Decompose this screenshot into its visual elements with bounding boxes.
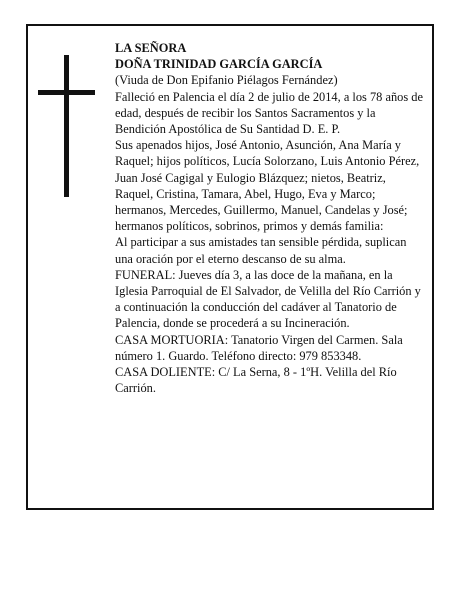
- title-line-1: LA SEÑORA: [115, 41, 187, 55]
- mortuary-info: CASA MORTUORIA: Tanatorio Virgen del Carmen. Sala número 1. Guardo. Teléfono directo: 979 853348.: [115, 332, 403, 363]
- cross-icon: [64, 55, 69, 197]
- family-list: Sus apenados hijos, José Antonio, Asunción, Ana María y Raquel; hijos políticos, Lucía Solorzano, Luis Antonio Pérez, Juan José Cagigal y Eulogio Blázquez; nietos, Beatriz, Raquel, Cristina, Tamara, Abel, Hugo, Eva y Marco; hermanos, Mercedes, Guillermo, Manuel, Candelas y José; hermanos políticos, sobrinos, primos y demás familia:: [115, 138, 420, 234]
- widow-note: (Viuda de Don Epifanio Piélagos Fernández): [115, 73, 338, 88]
- obituary-text: [115, 40, 423, 396]
- prayer-request: Al participar a sus amistades tan sensible pérdida, suplican una oración por el eterno descanso de su alma.: [115, 235, 407, 266]
- deceased-name: DOÑA TRINIDAD GARCÍA GARCÍA: [115, 57, 323, 72]
- cross-icon-bar: [38, 90, 95, 95]
- family-home-info: CASA DOLIENTE: C/ La Serna, 8 - 1ºH. Velilla del Río Carrión.: [115, 365, 397, 396]
- funeral-info: FUNERAL: Jueves día 3, a las doce de la mañana, en la Iglesia Parroquial de El Salvador, de Velilla del Río Carrión y a continuación la conducción del cadáver al Tanatorio de Palencia, donde se procederá a su Incineración.: [115, 267, 421, 331]
- death-announcement: Falleció en Palencia el día 2 de julio de 2014, a los 78 años de edad, después de recibir los Santos Sacramentos y la Bendición Apostólica de Su Santidad D. E. P.: [115, 89, 423, 137]
